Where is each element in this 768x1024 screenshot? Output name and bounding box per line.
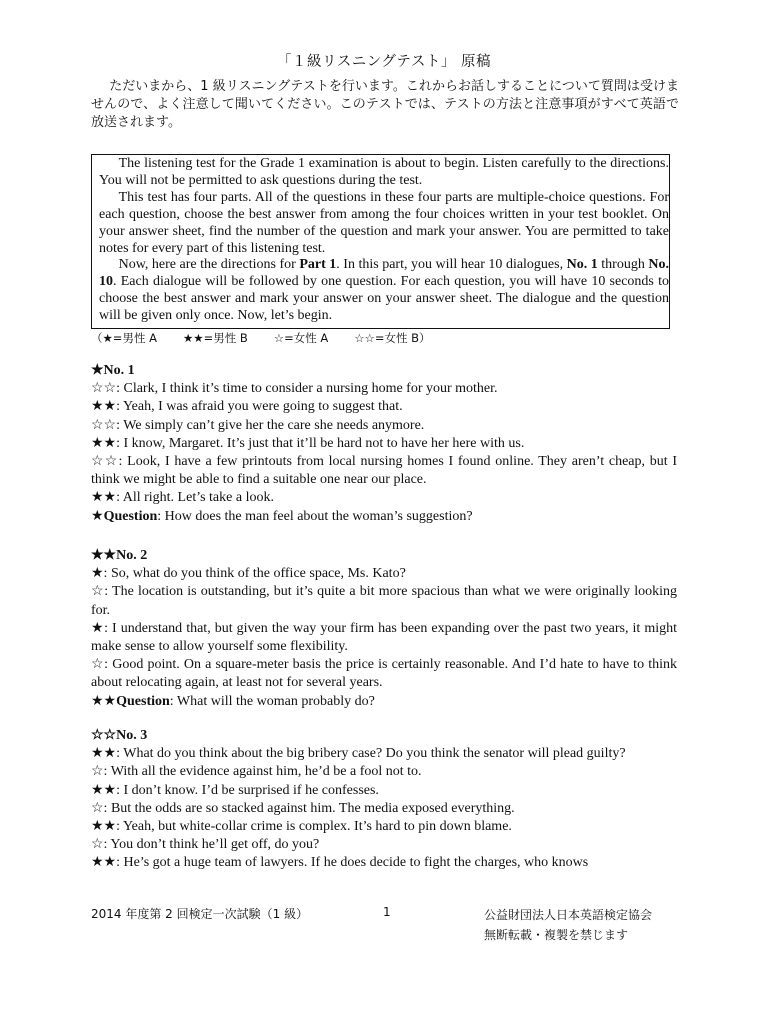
dialogue-question [91,508,677,526]
legend-open: （ [91,331,103,345]
text-run: Now, here are the directions for [118,257,300,273]
dialogue-line: ★★: I don’t know. I’d be surprised if he confesses. [91,782,379,798]
dialogue-line: ★: So, what do you think of the office space, Ms. Kato? [91,566,406,582]
dialogue-line: ★: I understand that, but given the way your firm has been expanding over the past two years, it might make sense to allow yourself some flexibility. [91,620,677,655]
bold-no10: No. 10 [99,257,669,290]
dialogue-line: ★★: I know, Margaret. It’s just that it’ll be hard not to have her here with us. [91,435,525,451]
page-number: 1 [383,905,391,919]
dialogue-3 [91,727,677,873]
dialogue-question [91,693,677,711]
publisher-info [484,905,652,945]
directions-paragraph-2: This test has four parts. All of the questions in these four parts are multiple-choice questions. For each question, choose the best answer from among the four choices written in your test booklet. On your answer sheet, find the number of the question and mark your answer. You are permitted to take notes for every part of this listening test. [99,189,669,256]
dialogue-line: ★★: Yeah, but white-collar crime is complex. It’s hard to pin down blame. [91,819,512,835]
dialogue-2 [91,547,677,711]
copyright-notice: 無断転載・複製を禁じます [484,928,629,942]
dialogue-line: ☆☆: Look, I have a few printouts from local nursing homes I found online. They aren’t cheap, but I think we might be able to find a suitable one near our place. [91,454,677,488]
question-text: : How does the man feel about the woman’s suggestion? [157,508,473,524]
question-speaker: ★★ [91,693,117,709]
dialogue-line: ★★: All right. Let’s take a look. [91,490,274,506]
dialogue-heading: ★★No. 2 [91,548,148,563]
question-text: : What will the woman probably do? [169,693,375,709]
dialogue-line: ☆: The location is outstanding, but it’s quite a bit more spacious than what we were originally looking for. [91,584,677,618]
question-label: Question [116,693,170,709]
dialogue-line: ☆: Good point. On a square-meter basis the price is certainly reasonable. And I’d hate to have to think about relocating again, at least not for several years. [91,657,677,691]
text-run: . In this part, you will hear 10 dialogues, [336,257,567,273]
intro-text: ただいまから、1 級リスニングテストを行います。これからお話しすることについて質問は受けませんので、よく注意して聞いてください。このテストでは、テストの方法と注意事項がすべて英語で放送されます。 [91,79,679,130]
legend-male-a: ★=男性 A [102,331,157,345]
text-run: through [597,257,649,273]
dialogue-heading: ☆☆No. 3 [91,728,148,743]
dialogue-line: ★★: He’s got a huge team of lawyers. If he does decide to fight the charges, who knows [91,855,589,871]
legend-male-b: ★★=男性 B [182,331,248,345]
organization-name: 公益財団法人日本英語検定協会 [484,908,653,922]
dialogue-heading: ★No. 1 [91,363,135,378]
dialogue-line: ★★: What do you think about the big bribery case? Do you think the senator will plead guilty? [91,746,626,762]
directions-box [91,154,670,329]
directions-paragraph-3 [99,257,669,325]
directions-paragraph-1: The listening test for the Grade 1 examination is about to begin. Listen carefully to the directions. You will not be permitted to ask questions during the test. [99,156,669,188]
dialogue-line: ☆: With all the evidence against him, he’d be a fool not to. [91,764,422,780]
dialogue-line: ☆☆: Clark, I think it’s time to consider a nursing home for your mother. [91,381,498,397]
dialogue-1 [91,362,677,526]
exam-info: 2014 年度第 2 回検定一次試験（1 級） [91,907,309,921]
question-label: Question [103,508,158,524]
japanese-intro [91,78,679,132]
dialogue-line: ☆: But the odds are so stacked against him. The media exposed everything. [91,800,515,816]
bold-no1: No. 1 [566,257,598,273]
page-title: 「１級リスニングテスト」 原稿 [277,54,491,70]
dialogue-line: ☆: You don’t think he’ll get off, do you? [91,837,320,853]
speaker-legend [91,330,457,346]
question-speaker: ★ [91,508,104,524]
legend-female-b: ☆☆=女性 B） [354,331,431,345]
bold-part-label: Part 1 [299,257,337,273]
text-run: . Each dialogue will be followed by one question. For each question, you will have 10 seconds to choose the best answer and mark your answer on your answer sheet. The dialogue and the question will be given only once. Now, let’s begin. [99,274,669,324]
dialogue-line: ★★: Yeah, I was afraid you were going to suggest that. [91,399,403,415]
legend-female-a: ☆=女性 A [273,331,329,345]
dialogue-line: ☆☆: We simply can’t give her the care she needs anymore. [91,417,425,433]
